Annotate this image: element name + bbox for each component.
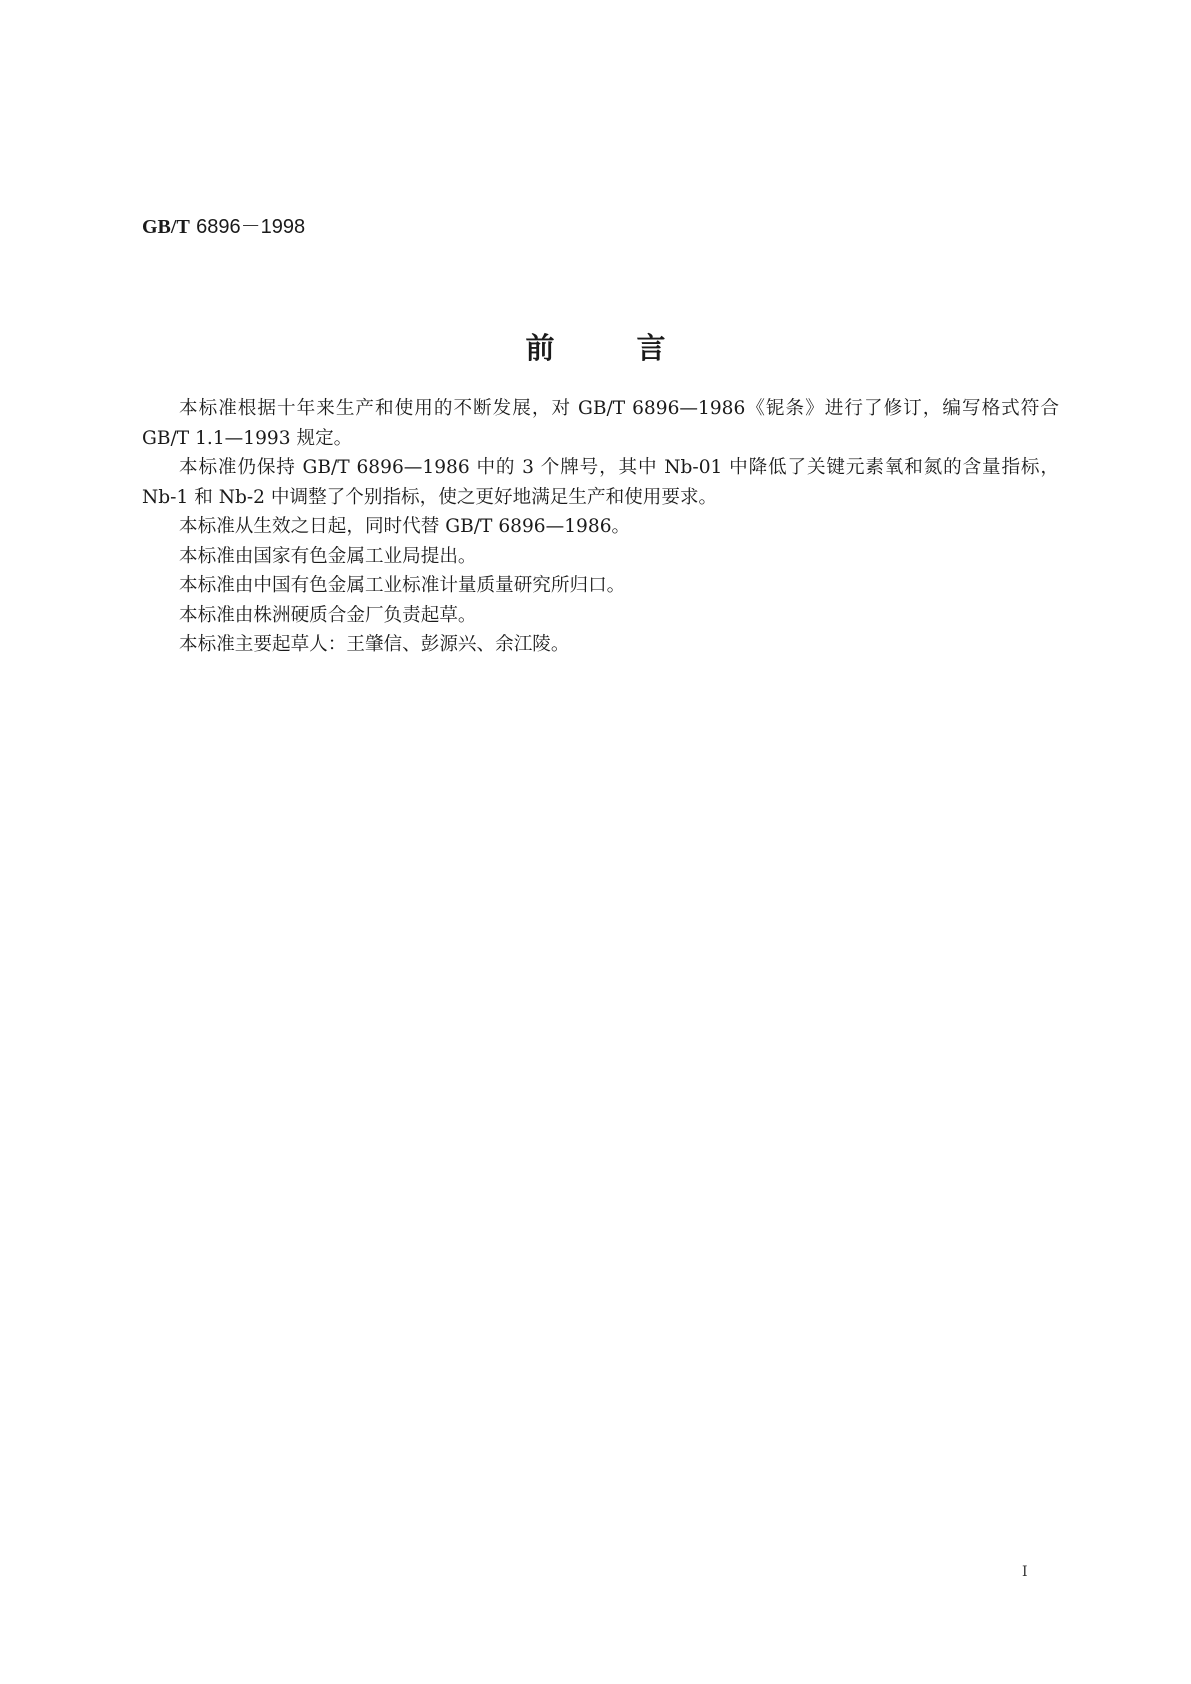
standard-code-number: 6896－1998 bbox=[196, 216, 306, 238]
page-number: I bbox=[1022, 1564, 1028, 1580]
page-title: 前言 bbox=[525, 331, 748, 365]
paragraph: 本标准由中国有色金属工业标准计量质量研究所归口。 bbox=[179, 575, 626, 596]
paragraph: 本标准根据十年来生产和使用的不断发展，对 GB/T 6896—1986《铌条》进行了修订，编写格式符合 GB/T 1.1—1993 规定。 bbox=[142, 398, 1059, 449]
foreword-body bbox=[142, 394, 1059, 660]
paragraph: 本标准从生效之日起，同时代替 GB/T 6896—1986。 bbox=[179, 516, 631, 537]
standard-code bbox=[142, 212, 305, 241]
paragraph: 本标准由株洲硬质合金厂负责起草。 bbox=[179, 604, 477, 626]
paragraph: 本标准仍保持 GB/T 6896—1986 中的 3 个牌号，其中 Nb-01 中降低了关键元素氧和氮的含量指标，Nb-1 和 Nb-2 中调整了个别指标，使之更好地满足生产和使用要求。 bbox=[142, 457, 1059, 508]
paragraph: 本标准主要起草人：王肇信、彭源兴、余江陵。 bbox=[179, 634, 570, 655]
standard-code-prefix: GB/T bbox=[142, 216, 190, 238]
paragraph: 本标准由国家有色金属工业局提出。 bbox=[179, 545, 477, 567]
